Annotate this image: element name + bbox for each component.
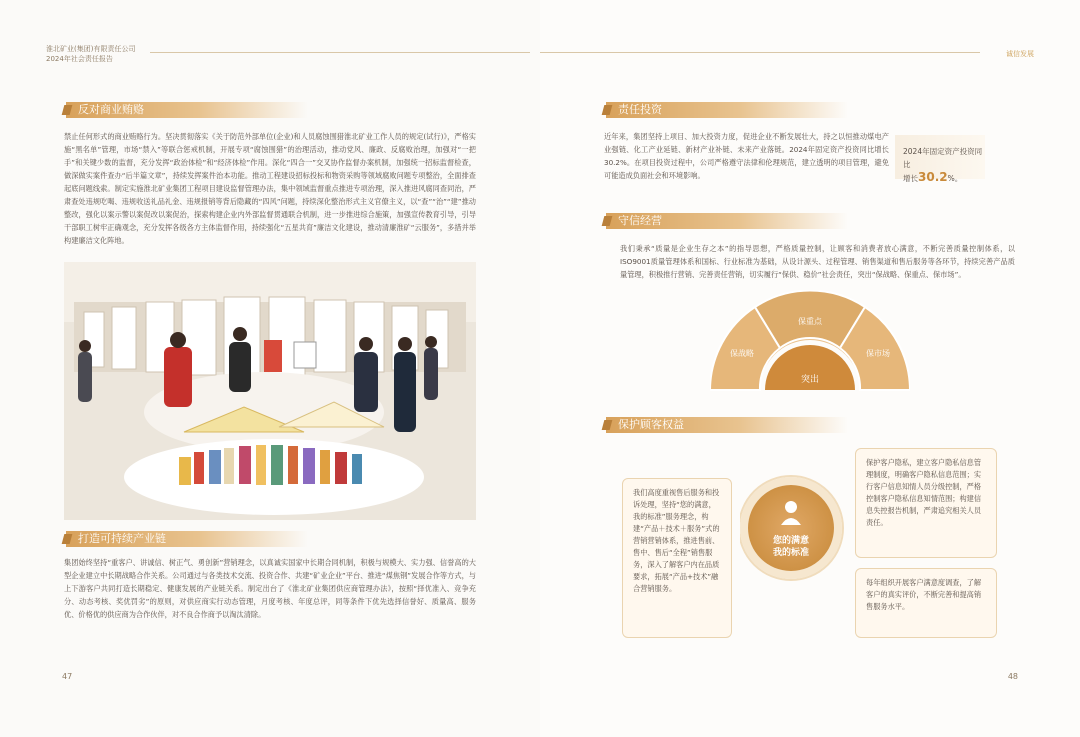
segment-center: 突出 [800, 375, 820, 385]
exhibition-photo [64, 262, 476, 520]
company-name: 淮北矿业(集团)有限责任公司 [46, 45, 136, 53]
highlight-line1: 2024年固定资产投资同比 [903, 147, 983, 169]
privacy-card: 保护客户隐私，建立客户隐私信息管理制度，明确客户隐私信息范围；实行客户信息知情人员分级控制，严格控制客户隐私信息知情范围；构建信息失控报告机制，严肃追究相关人员责任。 [855, 448, 997, 558]
section-title-supply-chain: 打造可持续产业链 [66, 531, 308, 547]
section-title-anti-bribery: 反对商业贿赂 [66, 102, 308, 118]
service-card: 我们高度重视售后服务和投诉处理，坚持“您的满意，我的标准”服务理念，构建“产品＋技术＋服务”式的营销营销体系，推进售前、售中、售后“全程”销售服务，深入了解客户内在品质要求，拓展“产品+技术”融合营销服务。 [622, 478, 732, 638]
section-tag: 诚信发展 [1006, 50, 1034, 58]
supply-chain-text: 集团始终坚持“重客户、讲诚信、树正气、勇创新”营销理念，以真诚实国家中长期合同机制，积极与规模大、实力强、信誉高的大型企业建立中长期战略合作关系。公司通过与各类技术交流、投资合作、共建“矿业企业”平台、推进“煤焦钢”发展合作等方式，与上下游客户共同打造长期稳定、健康发展的产业链关系。制定出台了《淮北矿业集团供应商管理办法》，按照“择优准入、竞争充分、动态考核、奖优罚劣”的原则，对供应商实行动态管理，月度考核、年度总评，同等条件下优先选择信誉好、质量高、服务优、价格优的供应商为合作伙伴，对不良合作商予以淘汰清除。 [64, 558, 476, 619]
investment-text: 近年来，集团坚持上项目、加大投资力度，促进企业不断发展壮大，持之以恒推动煤电产业强链、化工产业延链、新材产业补链、未来产业落链。2024年固定资产投资同比增长30.2%。在项目投资过程中，公司严格遵守法律和伦理规范，建立透明的项目管理，避免可能造成负面社会和环境影响。 [604, 132, 889, 180]
anti-bribery-text: 禁止任何形式的商业贿赂行为。坚决贯彻落实《关于防范外部单位(企业)和人员腐蚀围猎淮北矿业工作人员的规定(试行)》，严格实施“黑名单”管理，市场“禁入”等联合惩戒机制，开展专项“腐蚀围猎”的治理活动，推动党风、廉政、反腐败治理，加强对“一把手”和关键少数的监督，充分发挥“政治体检”和“经济体检”作用。深化“四合一”交叉协作监督办案机制，加强统一招标监督检查，做深做实案件查办“后半篇文章”，持续发挥案件治本功能。推动工程建设招标投标和物资采购等领域腐败问题专项整治，全面排查起底问题线索。制定实施淮北矿业集团工程项目建设监督管理办法，集中领域监督重点推进专项治理，深入推进风腐同查同治，严肃查处违规吃喝、违规收送礼品礼金、违规报销等背后隐藏的“四风”问题，持续深化整治形式主义官僚主义，以“查”“治”“建”推动整改，强化以案示警以案促改以案促治，探索构建企业内外部监督贯通联合机制，进一步推进综合施策，加强宣传教育引导，引导干部职工树牢正确观念，充分发挥各级各方主体监督作用，持续强化“五星共育”廉洁文化建设，推动清廉淮矿“云服务”，多措并举构建廉洁文化阵地。 [64, 132, 476, 245]
header-rule [150, 52, 530, 53]
header-rule-right [540, 52, 980, 53]
customer-satisfaction-badge [748, 485, 834, 571]
right-page [540, 0, 1080, 737]
page-number-right: 48 [1007, 672, 1018, 681]
segment-strategy: 保战略 [730, 349, 754, 358]
segment-key: 保重点 [798, 317, 822, 326]
highlight-value: 30.2 [918, 170, 948, 184]
company-header [46, 44, 135, 64]
trust-operation-text: 我们秉承“质量是企业生存之本”的指导思想，严格质量控制，让顾客和消费者放心满意，不断完善质量控制体系，以ISO9001质量管理体系和国标、行业标准为基础，从设计源头、过程管理、销售渠道和售后服务等各环节，持续完善产品质量管理，积极推行营销、完善责任营销，切实履行“保供、稳价”社会责任，突出“保战略、保重点、保市场”。 [620, 244, 1015, 279]
investment-highlight: 2024年固定资产投资同比 增长30.2%。 [895, 135, 985, 179]
section-title-customer-rights: 保护顾客权益 [606, 417, 848, 433]
center-slogan: 您的满意 我的标准 [772, 536, 809, 558]
page-number-left: 47 [62, 672, 73, 681]
section-title-responsible-investment: 责任投资 [606, 102, 848, 118]
guarantee-diagram [710, 290, 910, 400]
exhibition-photo-illustration [64, 262, 476, 520]
segment-market: 保市场 [866, 349, 890, 358]
satisfaction-card: 每年组织开展客户满意度调查，了解客户的真实评价，不断完善和提高销售服务水平。 [855, 568, 997, 638]
person-icon [779, 499, 803, 525]
section-title-trustworthy-operation: 守信经营 [606, 213, 848, 229]
report-name: 2024年社会责任报告 [46, 55, 113, 63]
